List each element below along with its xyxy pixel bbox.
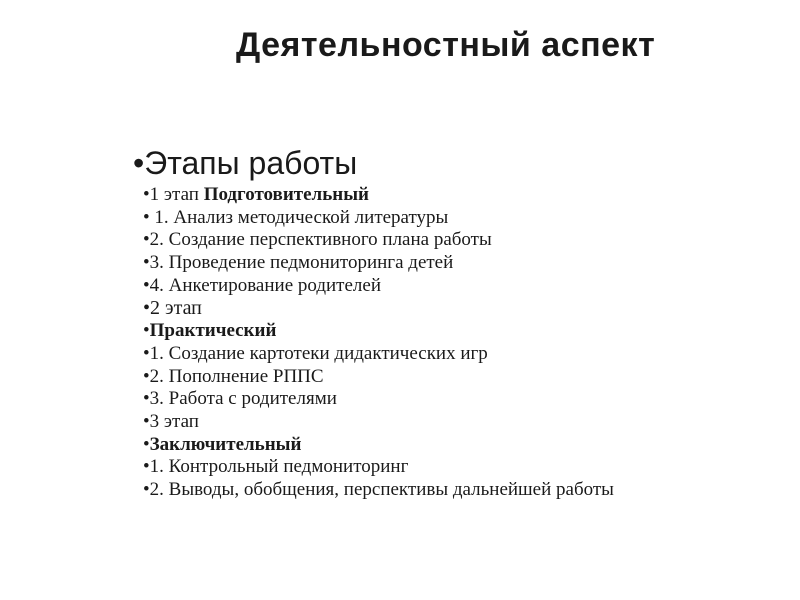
list-item: •Заключительный — [143, 433, 302, 455]
list-item: • 1. Анализ методической литературы — [143, 206, 449, 228]
list-item: •4. Анкетирование родителей — [143, 274, 381, 296]
list-item: •1. Контрольный педмониторинг — [143, 456, 409, 478]
list-item: •Практический — [143, 320, 277, 342]
list-item: •1 этап Подготовительный — [143, 184, 369, 205]
list-item: •2. Создание перспективного плана работы — [143, 229, 492, 251]
list-item: •1. Создание картотеки дидактических игр — [143, 342, 488, 364]
list-item: •3 этап — [143, 410, 199, 432]
slide-title: Деятельностный аспект — [236, 26, 656, 64]
list-item: •3. Работа с родителями — [143, 388, 337, 410]
stages-list — [143, 184, 614, 502]
section-heading: •Этапы работы — [133, 145, 358, 181]
list-item: •3. Проведение педмониторинга детей — [143, 252, 454, 274]
list-item: •2. Выводы, обобщения, перспективы дальнейшей работы — [143, 478, 614, 500]
list-item: •2. Пополнение РППС — [143, 365, 324, 387]
list-item: •2 этап — [143, 297, 202, 320]
